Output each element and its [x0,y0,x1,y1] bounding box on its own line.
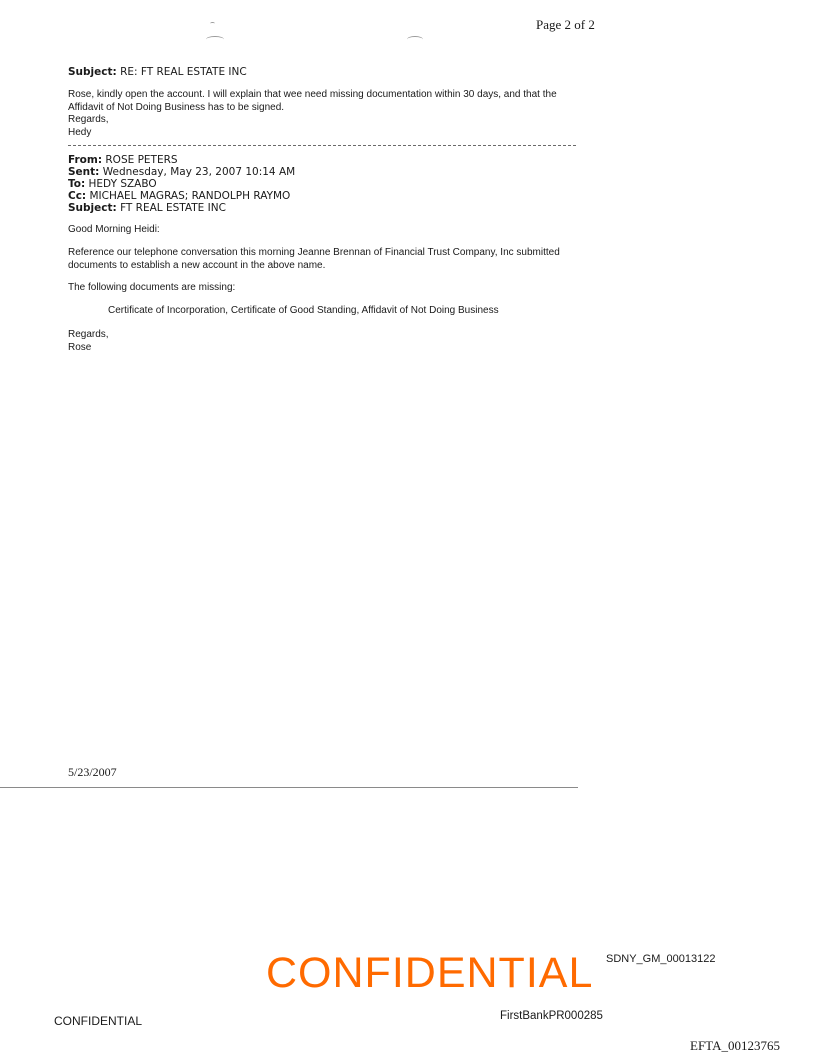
missing-docs-intro: The following documents are missing: [68,282,236,293]
confidential-stamp: CONFIDENTIAL [266,949,594,997]
body-line: documents to establish a new account in the above name. [68,259,326,271]
sent-label: Sent: [68,166,100,178]
subject-value: RE: FT REAL ESTATE INC [120,66,247,78]
print-date: 5/23/2007 [68,765,117,779]
scan-mark [210,22,215,25]
signoff-line: Rose [68,341,92,353]
body-line: Regards, [68,114,109,125]
signoff-line: Regards, [68,329,109,340]
subject-row [68,202,295,214]
body-line: Hedy [68,126,92,138]
original-email-header [68,154,295,214]
reply-subject [68,66,247,78]
from-value: ROSE PETERS [105,154,178,166]
scan-mark [407,36,423,43]
firstbank-bates-number: FirstBankPR000285 [500,1010,603,1022]
signoff [68,329,109,354]
subject-value: FT REAL ESTATE INC [120,202,226,214]
cc-label: Cc: [68,190,87,202]
missing-docs-list: Certificate of Incorporation, Certificate of Good Standing, Affidavit of Not Doing Business [108,305,499,316]
cc-value: MICHAEL MAGRAS; RANDOLPH RAYMO [89,190,291,202]
subject-label: Subject: [68,202,117,214]
sdny-bates-number: SDNY_GM_00013122 [606,953,716,965]
body-line: Affidavit of Not Doing Business has to be signed. [68,101,285,113]
confidential-label: CONFIDENTIAL [54,1014,143,1028]
body-paragraph [68,247,560,272]
to-label: To: [68,178,86,190]
cc-row [68,190,295,202]
greeting: Good Morning Heidi: [68,224,160,235]
reply-body [68,89,588,139]
subject-label: Subject: [68,66,117,78]
scan-mark [206,36,224,43]
body-line: Reference our telephone conversation this morning Jeanne Brennan of Financial Trust Company, Inc submitted [68,247,560,258]
from-label: From: [68,154,103,166]
page-number: Page 2 of 2 [536,17,595,32]
sent-row [68,166,295,178]
to-value: HEDY SZABO [88,178,157,190]
efta-number: EFTA_00123765 [690,1038,780,1053]
sent-value: Wednesday, May 23, 2007 10:14 AM [102,166,296,178]
from-row [68,154,295,166]
body-line: Rose, kindly open the account. I will explain that wee need missing documentation within 30 days, and that the [68,89,557,100]
email-separator [68,145,576,146]
to-row [68,178,295,190]
footer-rule [0,787,578,788]
